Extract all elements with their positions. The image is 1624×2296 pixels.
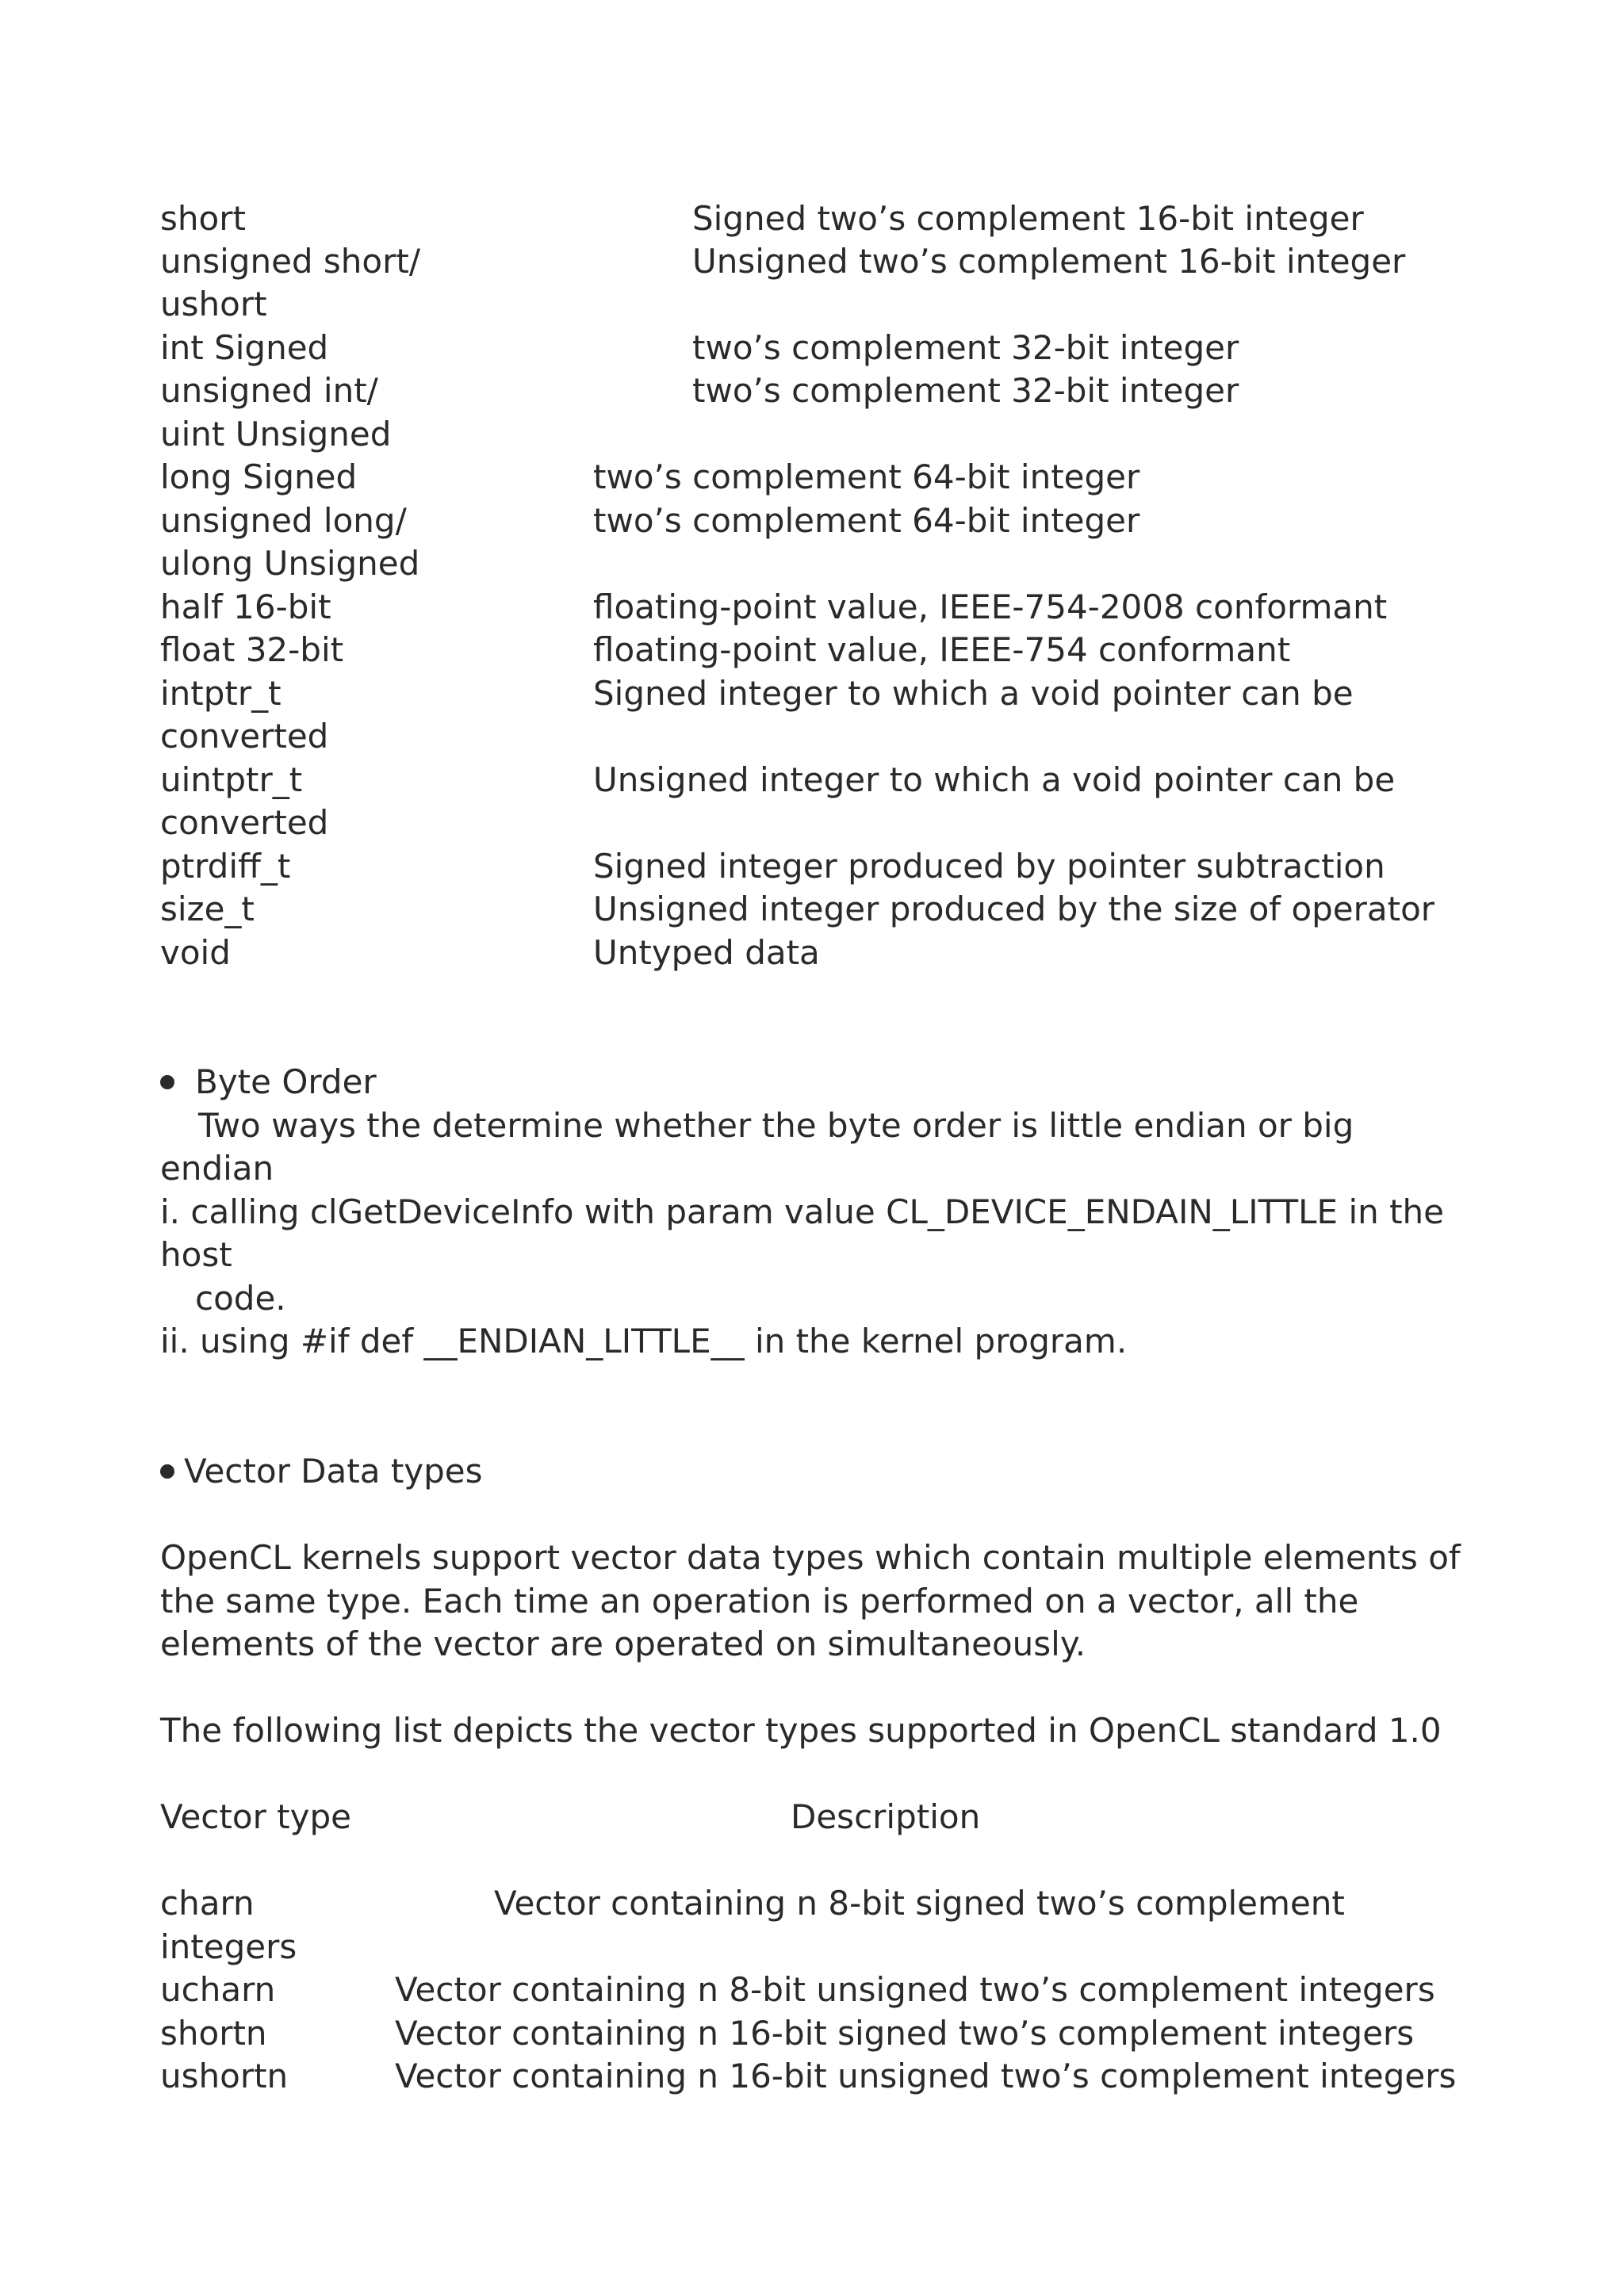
description-cell: Vector containing n 8-bit unsigned two’s complement integers <box>395 1970 1435 2009</box>
type-cell: ushort <box>160 285 267 323</box>
type-cell: long Signed <box>160 457 358 496</box>
description-cell: Vector containing n 16-bit signed two’s complement integers <box>395 2014 1415 2053</box>
bullet-icon <box>160 1075 174 1089</box>
type-cell: unsigned int/ <box>160 371 378 410</box>
type-cell: unsigned short/ <box>160 242 421 281</box>
type-cell: ptrdiff_t <box>160 847 291 886</box>
type-cell: intptr_t <box>160 674 282 713</box>
paragraph-line: ii. using #if def __ENDIAN_LITTLE__ in the kernel program. <box>160 1322 1128 1360</box>
description-cell: Signed two’s complement 16-bit integer <box>692 199 1364 238</box>
description-cell: Signed integer produced by pointer subtraction <box>593 847 1385 886</box>
description-cell: floating-point value, IEEE-754-2008 conformant <box>593 587 1388 626</box>
description-cell: Unsigned integer to which a void pointer can be <box>593 760 1396 799</box>
description-cell: Signed integer to which a void pointer can be <box>593 674 1354 713</box>
paragraph-line: OpenCL kernels support vector data types which contain multiple elements of <box>160 1538 1461 1577</box>
type-cell: integers <box>160 1927 297 1966</box>
paragraph-line: host <box>160 1235 232 1274</box>
description-cell: Unsigned integer produced by the size of operator <box>593 890 1435 928</box>
description-cell: two’s complement 64-bit integer <box>593 501 1140 540</box>
type-cell: int Signed <box>160 328 329 367</box>
column-header-description: Description <box>791 1797 981 1836</box>
description-cell: two’s complement 32-bit integer <box>692 328 1239 367</box>
type-cell: unsigned long/ <box>160 501 407 540</box>
description-cell: Untyped data <box>593 933 820 972</box>
type-cell: converted <box>160 803 329 842</box>
type-cell: ushortn <box>160 2057 289 2095</box>
paragraph-line: endian <box>160 1149 274 1188</box>
paragraph-line: The following list depicts the vector types supported in OpenCL standard 1.0 <box>160 1711 1442 1750</box>
description-cell: two’s complement 64-bit integer <box>593 457 1140 496</box>
description-cell: Unsigned two’s complement 16-bit integer <box>692 242 1406 281</box>
type-cell: void <box>160 933 231 972</box>
type-cell: short <box>160 199 246 238</box>
type-cell: charn <box>160 1884 255 1923</box>
column-header-type: Vector type <box>160 1797 352 1836</box>
type-cell: ucharn <box>160 1970 276 2009</box>
description-cell: Vector containing n 16-bit unsigned two’s complement integers <box>395 2057 1457 2095</box>
section-heading <box>160 1450 483 1493</box>
type-cell: ulong Unsigned <box>160 544 420 583</box>
description-cell: Vector containing n 8-bit signed two’s complement <box>494 1884 1345 1923</box>
type-cell: half 16-bit <box>160 587 331 626</box>
description-cell: floating-point value, IEEE-754 conformant <box>593 630 1291 669</box>
type-cell: size_t <box>160 890 255 928</box>
type-cell: shortn <box>160 2014 267 2053</box>
byte-order-heading: Byte Order <box>195 1062 377 1101</box>
vector-types-heading: Vector Data types <box>184 1452 483 1490</box>
section-heading <box>160 1061 377 1104</box>
paragraph-line: Two ways the determine whether the byte order is little endian or big <box>198 1106 1354 1145</box>
type-cell: converted <box>160 717 329 756</box>
type-cell: uint Unsigned <box>160 415 392 453</box>
paragraph-line: elements of the vector are operated on simultaneously. <box>160 1624 1086 1663</box>
description-cell: two’s complement 32-bit integer <box>692 371 1239 410</box>
paragraph-line: i. calling clGetDeviceInfo with param value CL_DEVICE_ENDAIN_LITTLE in the <box>160 1192 1445 1231</box>
paragraph-line: the same type. Each time an operation is performed on a vector, all the <box>160 1582 1359 1621</box>
type-cell: uintptr_t <box>160 760 303 799</box>
paragraph-line: code. <box>195 1279 286 1318</box>
type-cell: float 32-bit <box>160 630 344 669</box>
bullet-icon <box>160 1464 174 1479</box>
